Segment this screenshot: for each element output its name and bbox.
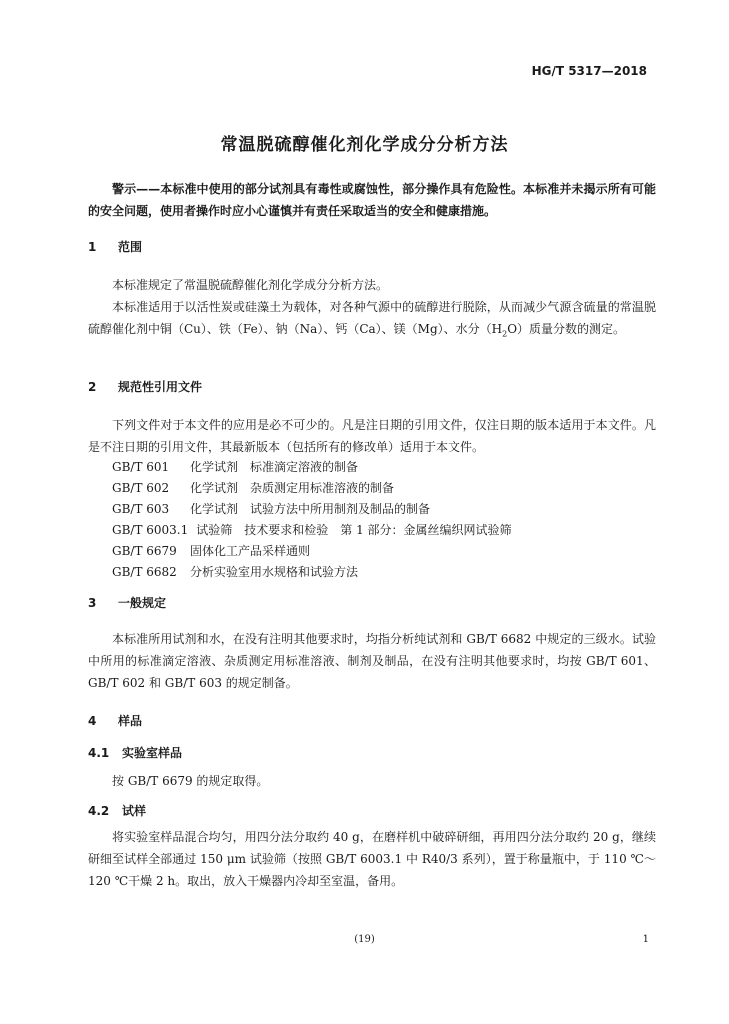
reference-title: 化学试剂 杂质测定用标准溶液的制备: [190, 481, 395, 495]
reference-title: 化学试剂 试验方法中所用制剂及制品的制备: [190, 502, 431, 516]
subscript: 2: [502, 329, 508, 339]
standard-number: HG/T 5317—2018: [531, 64, 647, 78]
reference-title: 试验筛 技术要求和检验 第 1 部分：金属丝编织网试验筛: [196, 523, 512, 537]
section-4-1-paragraph: 按 GB/T 6679 的规定取得。: [112, 774, 269, 788]
reference-title: 分析实验室用水规格和试验方法: [190, 565, 359, 579]
reference-code: GB/T 6003.1: [112, 523, 189, 537]
footer-page-label: (19): [354, 934, 375, 945]
section-2-heading: [88, 378, 202, 395]
reference-code: GB/T 601: [112, 460, 170, 474]
section-title: 实验室样品: [122, 746, 183, 760]
reference-item: [112, 562, 358, 582]
section-number: 3: [88, 596, 97, 610]
reference-code: GB/T 602: [112, 481, 170, 495]
section-1-paragraph-1: 本标准规定了常温脱硫醇催化剂化学成分分析方法。: [112, 278, 389, 292]
reference-title: 固体化工产品采样通则: [190, 544, 311, 558]
section-3-heading: [88, 594, 166, 611]
section-title: 一般规定: [118, 596, 167, 610]
reference-item: [112, 499, 430, 519]
reference-item: [112, 520, 512, 540]
reference-code: GB/T 6679: [112, 544, 177, 558]
reference-code: GB/T 6682: [112, 565, 177, 579]
reference-code: GB/T 603: [112, 502, 170, 516]
section-title: 试样: [122, 804, 147, 818]
section-1-paragraph-2: [88, 296, 656, 345]
section-number: 4.2: [88, 804, 110, 818]
paragraph-text: O）质量分数的测定。: [507, 322, 626, 336]
section-4-heading: [88, 712, 142, 729]
reference-item: [112, 541, 310, 561]
section-2-intro: 下列文件对于本文件的应用是必不可少的。凡是注日期的引用文件，仅注日期的版本适用于本文件。凡是不注日期的引用文件，其最新版本（包括所有的修改单）适用于本文件。: [88, 418, 656, 454]
document-title: 常温脱硫醇催化剂化学成分分析方法: [220, 135, 509, 155]
section-title: 范围: [118, 240, 143, 254]
reference-item: [112, 478, 394, 498]
section-4-2-paragraph: 将实验室样品混合均匀，用四分法分取约 40 g，在磨样机中破碎研细，再用四分法分取约 20 g，继续研细至试样全部通过 150 μm 试验筛（按照 GB/T 6003.1 中 R40/3 系列），置于称量瓶中，于 110 ℃～120 ℃干燥 2 h。取出，放入干燥器内冷却至室温，备用。: [88, 830, 656, 888]
section-4-1-heading: [88, 744, 182, 761]
section-number: 2: [88, 380, 97, 394]
section-number: 4.1: [88, 746, 110, 760]
warning-paragraph: 警示——本标准中使用的部分试剂具有毒性或腐蚀性，部分操作具有危险性。本标准并未揭示所有可能的安全问题，使用者操作时应小心谨慎并有责任采取适当的安全和健康措施。: [88, 182, 656, 218]
section-number: 4: [88, 714, 97, 728]
section-number: 1: [88, 240, 97, 254]
section-title: 规范性引用文件: [118, 380, 203, 394]
reference-title: 化学试剂 标准滴定溶液的制备: [190, 460, 359, 474]
section-title: 样品: [118, 714, 143, 728]
paragraph-text: 本标准适用于以活性炭或硅藻土为载体，对各种气源中的硫醇进行脱除，从而减少气源含硫量的常温脱硫醇催化剂中铜（Cu）、铁（Fe）、钠（Na）、钙（Ca）、镁（Mg）、水分（H: [88, 300, 656, 336]
section-1-heading: [88, 238, 142, 255]
reference-item: [112, 457, 358, 477]
section-4-2-heading: [88, 802, 146, 819]
section-3-paragraph: 本标准所用试剂和水，在没有注明其他要求时，均指分析纯试剂和 GB/T 6682 中规定的三级水。试验中所用的标准滴定溶液、杂质测定用标准溶液、制剂及制品，在没有注明其他要求时，均按 GB/T 601、GB/T 602 和 GB/T 603 的规定制备。: [88, 632, 656, 690]
footer-page-number: 1: [642, 934, 649, 945]
